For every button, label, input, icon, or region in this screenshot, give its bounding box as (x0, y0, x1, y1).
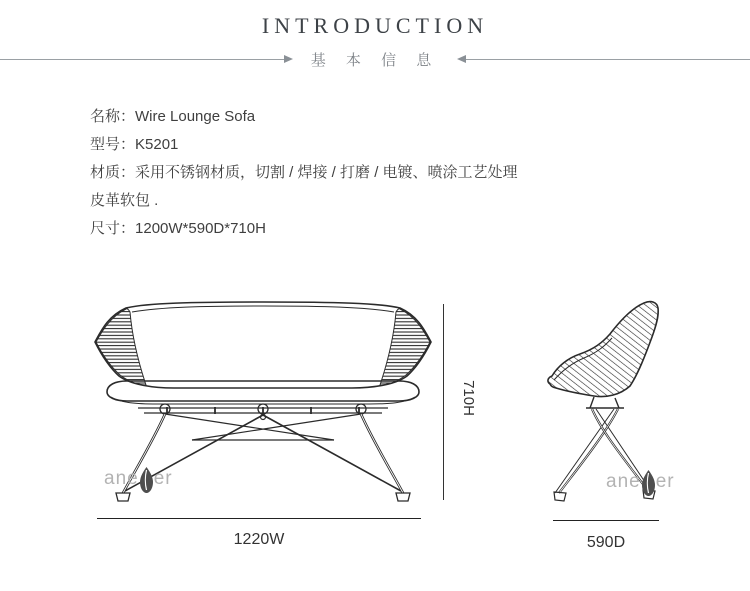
page-title: INTRODUCTION (261, 13, 489, 38)
spec-model (90, 131, 670, 159)
width-dimension-line (97, 518, 421, 519)
brand-watermark-chair (606, 469, 675, 495)
product-specs (90, 103, 670, 243)
depth-dimension-line (553, 520, 659, 521)
aneber-leaf-icon (140, 467, 153, 493)
spec-material-label: 材质： (90, 164, 136, 181)
height-dimension-line (443, 304, 444, 500)
watermark-text-prefix: ane (606, 471, 641, 492)
watermark-text-suffix: er (655, 471, 675, 492)
spec-material-value: 采用不锈钢材质，切割 / 焊接 / 打磨 / 电镀、喷涂工艺处理 (135, 164, 518, 181)
side-shell (548, 302, 658, 397)
spec-name-label: 名称： (90, 108, 136, 125)
spec-material (90, 159, 670, 187)
section-divider (0, 50, 750, 68)
spec-size (90, 215, 670, 243)
divider-line-left (0, 59, 284, 60)
spec-material-cont-value: 皮革软包 . (90, 192, 159, 209)
spec-model-label: 型号： (90, 136, 136, 153)
section-subtitle: 基 本 信 息 (310, 51, 440, 69)
brand-watermark-sofa (104, 466, 173, 492)
divider-line-right (466, 59, 750, 60)
watermark-text-suffix: er (153, 468, 173, 489)
spec-size-label: 尺寸： (90, 220, 136, 237)
arrow-right-icon (284, 55, 293, 63)
watermark-text-prefix: ane (104, 468, 139, 489)
aneber-leaf-icon (642, 470, 655, 496)
sofa-seat-cushion (107, 381, 419, 404)
height-dimension-label: 710H (460, 380, 477, 416)
spec-material-cont (90, 187, 670, 215)
spec-name (90, 103, 670, 131)
spec-name-value: Wire Lounge Sofa (135, 108, 256, 125)
arrow-left-icon (457, 55, 466, 63)
depth-dimension-label: 590D (586, 534, 626, 551)
sofa-seat-rail (138, 404, 388, 420)
spec-size-value: 1200W*590D*710H (135, 220, 266, 237)
sofa-backrest (95, 302, 431, 388)
width-dimension-label: 1220W (233, 531, 285, 548)
spec-model-value: K5201 (135, 136, 179, 153)
